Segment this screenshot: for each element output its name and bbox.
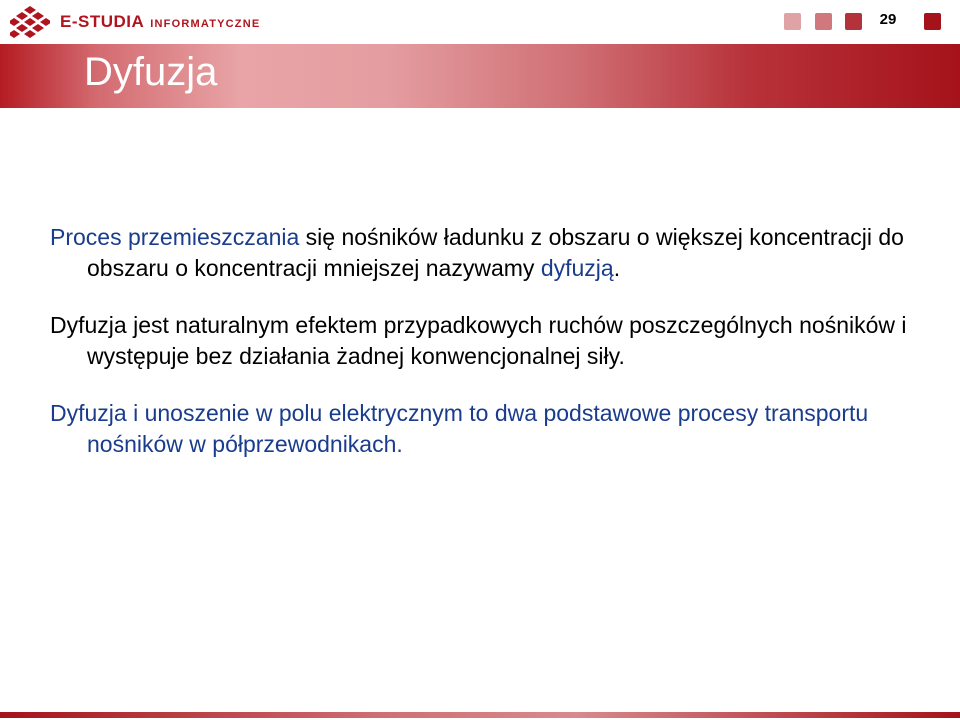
nav-dot-2[interactable] [815, 13, 832, 30]
page-number: 29 [879, 11, 897, 28]
nav-dot-1[interactable] [784, 13, 801, 30]
paragraph-3 [50, 398, 920, 460]
slide-title: Dyfuzja [84, 50, 218, 94]
text-segment: Dyfuzja jest naturalnym efektem przypadkowych ruchów poszczególnych nośników i występuje bez działania żadnej konwencjonalnej siły. [50, 312, 907, 369]
e-studia-logo-icon [10, 4, 50, 40]
text-segment: dyfuzją [540, 255, 614, 281]
nav-dot-4[interactable] [924, 13, 941, 30]
bottom-rule [0, 712, 960, 718]
paragraph-1 [50, 222, 920, 284]
text-segment: Dyfuzja i unoszenie w polu elektrycznym to dwa podstawowe procesy transportu nośników w półprzewodnikach. [50, 400, 869, 457]
paragraph-2 [50, 310, 920, 372]
brand-logo-text [60, 12, 260, 32]
text-segment: . [613, 255, 621, 281]
text-segment: się nośników ładunku z obszaru o większej koncentracji do obszaru o koncentracji mniejszej nazywamy [87, 224, 904, 281]
nav-dot-3[interactable] [845, 13, 862, 30]
slide-content [50, 222, 920, 486]
text-segment: Proces przemieszczania [50, 224, 300, 250]
brand-sub: INFORMATYCZNE [150, 18, 261, 30]
slide-header [0, 0, 960, 44]
brand-main: E-STUDIA [60, 12, 145, 31]
